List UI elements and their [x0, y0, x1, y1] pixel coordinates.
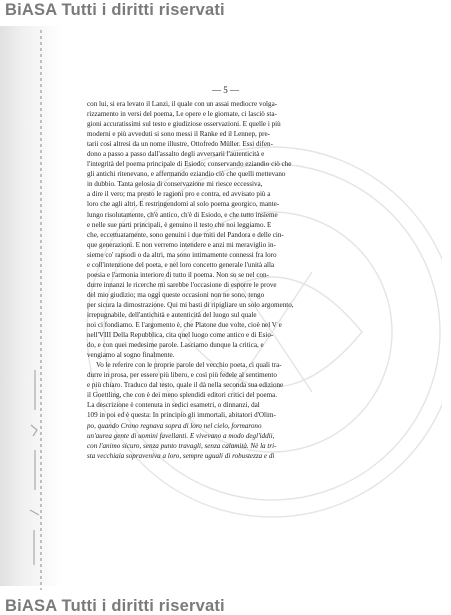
text-line: Vo le referire con le proprie parole del vecchio poeta, ci quali tra-	[96, 361, 282, 370]
text-line: gioni accuratissimi sul testo e giudiziose osservazioni. E quelle i più	[87, 120, 281, 129]
text-line: durre innanzi le ricerche mi sarebbe l'occasione di esporre le prove	[87, 280, 277, 289]
text-line: moderni e più avveduti si sono messi il Ranke ed il Lennep, pre-	[87, 130, 271, 139]
text-line: do, e con quei medesime parole. Lasciamo dunque la critica, e	[87, 341, 264, 350]
text-line: dono a passo a passo dall'assalto degli avversarii l'autenticità e	[87, 150, 265, 159]
text-line: nell'VIII Della Repubblica, cita quel luogo come antico e di Esio-	[87, 331, 274, 340]
margin-scan-marks	[25, 370, 45, 570]
text-line: e nelle sue parti principali, è genuino il testo che noi leggiamo. E	[87, 220, 272, 229]
text-line: rizzamento in versi del poema, Le opere e le giornate, ci lasciò sta-	[87, 110, 277, 119]
text-line: il Goettling, che con è dei meno splendidi editori critici del poema.	[87, 391, 278, 400]
text-line: que generazioni. E non verremo intendere e anzi mi meraviglio in-	[87, 240, 276, 249]
text-line: che, eccettuatamente, sono genuini i due miti del Pandora e delle cin-	[87, 230, 284, 239]
text-line: La descrizione è contenuta in sedici esametri, o dinnanzi, dal	[87, 401, 260, 410]
text-line: poesia e l'armonia interiore di tutto il poema. Non so se nel con-	[87, 270, 269, 279]
page-number: — 5 —	[212, 85, 239, 95]
text-line: con l'animo sicuro, senza punto travagli, senza calamità. Nè la tri-	[87, 441, 277, 450]
text-line: in dubbio. Tanta gelosia di conservazione mi riesce eccessiva,	[87, 180, 263, 189]
text-line: lungo risolutamente, ch'è antico, ch'è di Esiodo, e che tutto insieme	[87, 210, 278, 219]
text-line: durre in prosa, per essere più libero, e così più fedele al sentimento	[87, 371, 277, 380]
page-body-text	[87, 99, 419, 461]
watermark-banner-bottom: BiASA Tutti i diritti riservati	[5, 597, 225, 615]
text-line: un'aurea gente di uomini favellanti. E vivevano a modo degl'iddii,	[87, 431, 275, 440]
text-line: irrepugnabile, dell'antichità e autenticità del luogo sul quale	[87, 310, 257, 319]
text-line: sieme co' rapsodi o da altri, ma sono intimamente connessi fra loro	[87, 250, 277, 259]
text-line: e coll'intenzione del poeta, e nel loro concetto generale l'unità alla	[87, 260, 275, 269]
text-line: 109 in poi ed è questa: In principio gli immortali, abitatori d'Olim-	[87, 411, 276, 420]
text-line: po, quando Crono regnava sopra di loro nel cielo, formarono	[87, 421, 262, 430]
text-line: gli antichi ritenevano, e affermando eziandio ciò che quelli mettevano	[87, 170, 286, 179]
text-line: per sicura la dimostrazione. Qui mi basti di ripigliare un solo argomento,	[87, 300, 294, 309]
text-line: con lui, si era levato il Lanzi, il quale con un assai mediocre volga-	[87, 100, 278, 108]
text-line: tarii così altresì da un nome illustre, Ottofredo Müller. Essi difen-	[87, 140, 273, 149]
text-line: del mio giudizio; ma oggi queste occasioni non ne sono, tengo	[87, 290, 265, 299]
text-line: vengiamo al sogno finalmente.	[87, 351, 175, 360]
text-line: sta vecchiaia sopraveniva a loro, sempre uguali di robustezza e di	[87, 451, 275, 460]
text-line: e più chiaro. Traduco dal testo, quale il dà nella seconda sua edizione	[87, 381, 284, 390]
text-line: a dire il vero; ma presto le ragioni pro e contra, ed avvisato più a	[87, 190, 271, 199]
text-line: l'integrità del poema principale di Esiodo; conservando eziandio ciò che	[87, 160, 292, 169]
watermark-banner-top: BiASA Tutti i diritti riservati	[5, 1, 225, 19]
text-line: loro che agli altri. E restringendomi al solo poema georgico, mante-	[87, 200, 280, 209]
text-line: noi ci fondiamo. E l'argomento è, che Platone due volte, cioè nel V e	[87, 321, 282, 330]
